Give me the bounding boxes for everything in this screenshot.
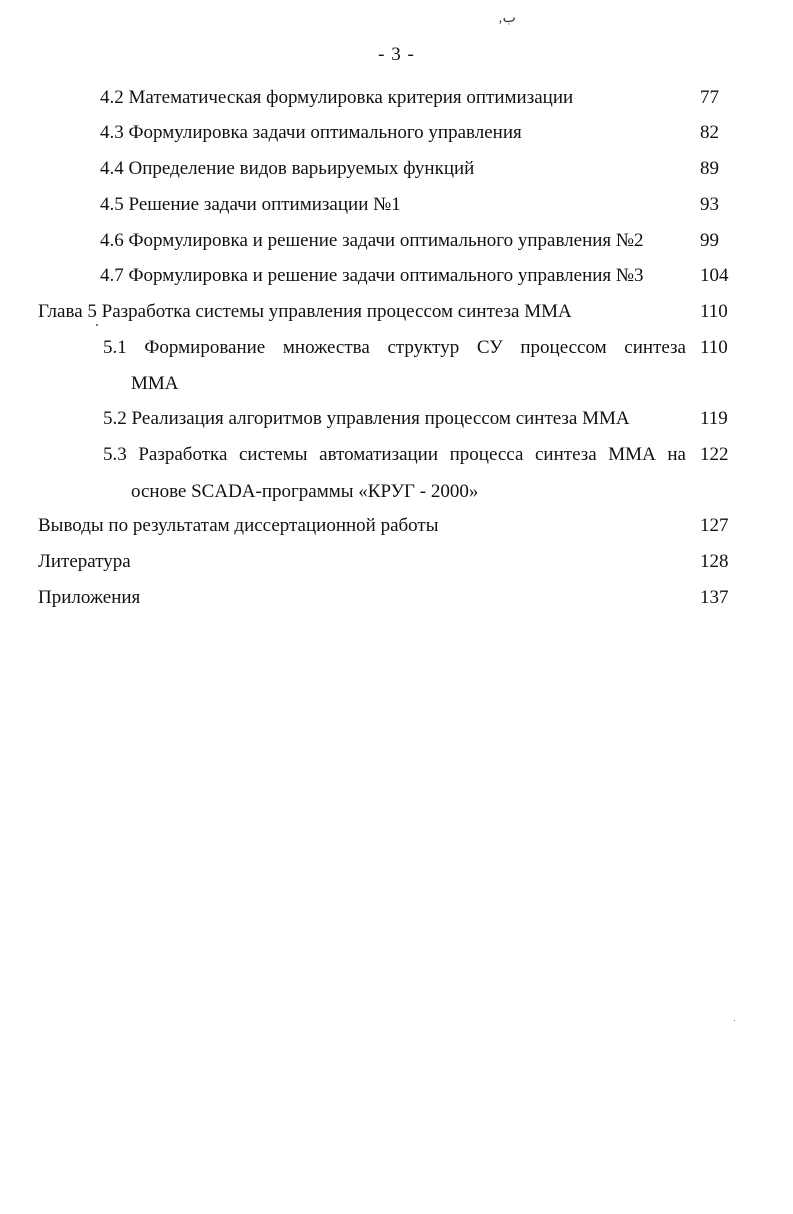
toc-entry-title: 4.3 Формулировка задачи оптимального управления: [100, 122, 522, 143]
scan-mark: ‚ب: [498, 11, 516, 26]
toc-entry-title: 4.7 Формулировка и решение задачи оптимального управления №3: [100, 265, 644, 286]
toc-entry-title: Приложения: [38, 587, 141, 608]
toc-entry-page: 89: [700, 158, 719, 179]
toc-entry-title-continuation: ММА: [131, 373, 179, 394]
toc-entry-page: 128: [700, 551, 729, 572]
toc-entry-page: 99: [700, 230, 719, 251]
toc-entry-page: 137: [700, 587, 729, 608]
scan-speck: [734, 1020, 735, 1021]
toc-entry-title: 5.2 Реализация алгоритмов управления процессом синтеза ММА: [103, 408, 630, 429]
toc-entry-page: 127: [700, 515, 729, 536]
toc-entry-page: 119: [700, 408, 728, 429]
toc-entry-page: 77: [700, 87, 719, 108]
toc-entry-page: 93: [700, 194, 719, 215]
toc-entry-title: Литература: [38, 551, 131, 572]
toc-entry-page: 110: [700, 337, 728, 358]
toc-entry-title: 4.2 Математическая формулировка критерия оптимизации: [100, 87, 574, 108]
toc-entry-page: 110: [700, 301, 728, 322]
toc-entry-title[interactable]: 5.1 Формирование множества структур СУ процессом синтеза: [103, 337, 686, 358]
toc-entry-title: 4.4 Определение видов варьируемых функций: [100, 158, 475, 179]
toc-entry-title: Выводы по результатам диссертационной работы: [38, 515, 439, 536]
toc-entry-page: 104: [700, 265, 729, 286]
toc-entry-title: 4.6 Формулировка и решение задачи оптимального управления №2: [100, 230, 644, 251]
scan-speck: [96, 324, 98, 326]
toc-entry-title[interactable]: 5.3 Разработка системы автоматизации процесса синтеза ММА на: [103, 444, 686, 465]
toc-entry-title-continuation: основе SCADA-программы «КРУГ - 2000»: [131, 481, 479, 502]
toc-entry-title: Глава 5 Разработка системы управления процессом синтеза ММА: [38, 301, 572, 322]
toc-entry-title: 4.5 Решение задачи оптимизации №1: [100, 194, 401, 215]
page-number: - 3 -: [378, 44, 415, 65]
toc-entry-page: 82: [700, 122, 719, 143]
toc-entry-page: 122: [700, 444, 729, 465]
